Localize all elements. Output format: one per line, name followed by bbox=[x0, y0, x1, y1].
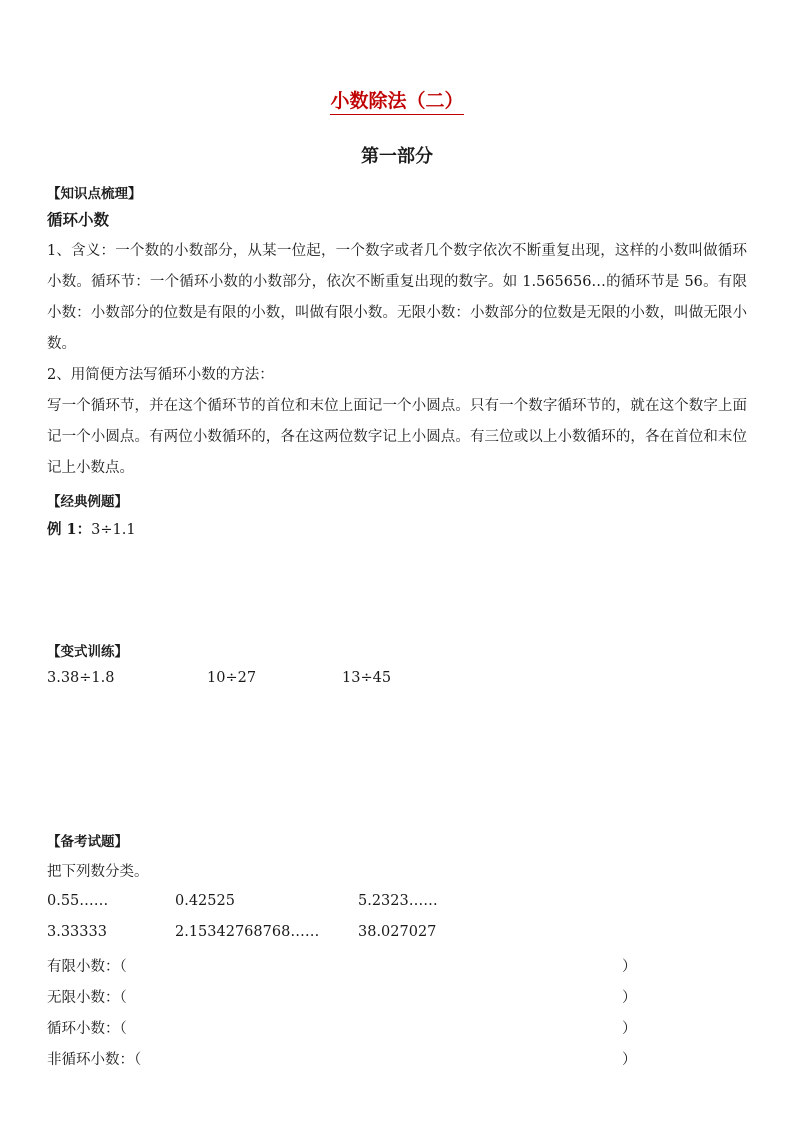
knowledge-paragraph-3: 写一个循环节，并在这个循环节的首位和末位上面记一个小圆点。只有一个数字循环节的，就在这个数字上面记一个小圆点。有两位小数循环的，各在这两位数字记上小圆点。有三位或以上小数循环的，各在首位和末位记上小数点。 bbox=[47, 398, 747, 476]
variant-item: 3.38÷1.8 bbox=[47, 670, 115, 686]
number-item: 0.55…… bbox=[47, 893, 109, 909]
number-item: 3.33333 bbox=[47, 924, 107, 940]
non-repeating-decimal-close: ） bbox=[622, 1052, 637, 1068]
variants-header: 【变式训练】 bbox=[47, 644, 128, 660]
page-title: 小数除法（二） bbox=[0, 86, 794, 113]
number-item: 0.42525 bbox=[175, 893, 235, 909]
repeating-decimal-label: 循环小数：（ bbox=[47, 1021, 127, 1037]
knowledge-header: 【知识点梳理】 bbox=[47, 186, 142, 202]
exam-instruction: 把下列数分类。 bbox=[47, 864, 149, 880]
part-heading: 第一部分 bbox=[361, 146, 433, 167]
exam-header: 【备考试题】 bbox=[47, 834, 128, 850]
example-1 bbox=[47, 518, 136, 539]
variant-item: 13÷45 bbox=[342, 670, 392, 686]
repeating-decimal-close: ） bbox=[622, 1021, 637, 1037]
number-item: 5.2323…… bbox=[358, 893, 438, 909]
infinite-decimal-label: 无限小数：（ bbox=[47, 990, 127, 1006]
example-1-label: 例 1： bbox=[47, 521, 92, 538]
non-repeating-decimal-label: 非循环小数：（ bbox=[47, 1052, 142, 1068]
finite-decimal-close: ） bbox=[622, 959, 637, 975]
finite-decimal-label: 有限小数：（ bbox=[47, 959, 127, 975]
number-item: 38.027027 bbox=[358, 924, 437, 940]
knowledge-paragraph-1: 1、含义：一个数的小数部分，从某一位起，一个数字或者几个数字依次不断重复出现，这样的小数叫做循环小数。循环节：一个循环小数的小数部分，依次不断重复出现的数字。如 1.565656…的循环节是 56。有限小数：小数部分的位数是有限的小数，叫做有限小数。无限小数：小数部分的位数是无限的小数，叫做无限小数。 bbox=[47, 243, 747, 352]
infinite-decimal-close: ） bbox=[622, 990, 637, 1006]
number-item: 2.15342768768…… bbox=[175, 924, 320, 940]
variant-item: 10÷27 bbox=[207, 670, 257, 686]
examples-header: 【经典例题】 bbox=[47, 494, 128, 510]
knowledge-subtitle: 循环小数 bbox=[47, 210, 110, 229]
example-1-expression: 3÷1.1 bbox=[91, 522, 136, 538]
knowledge-paragraph-2: 2、用简便方法写循环小数的方法： bbox=[47, 367, 274, 383]
